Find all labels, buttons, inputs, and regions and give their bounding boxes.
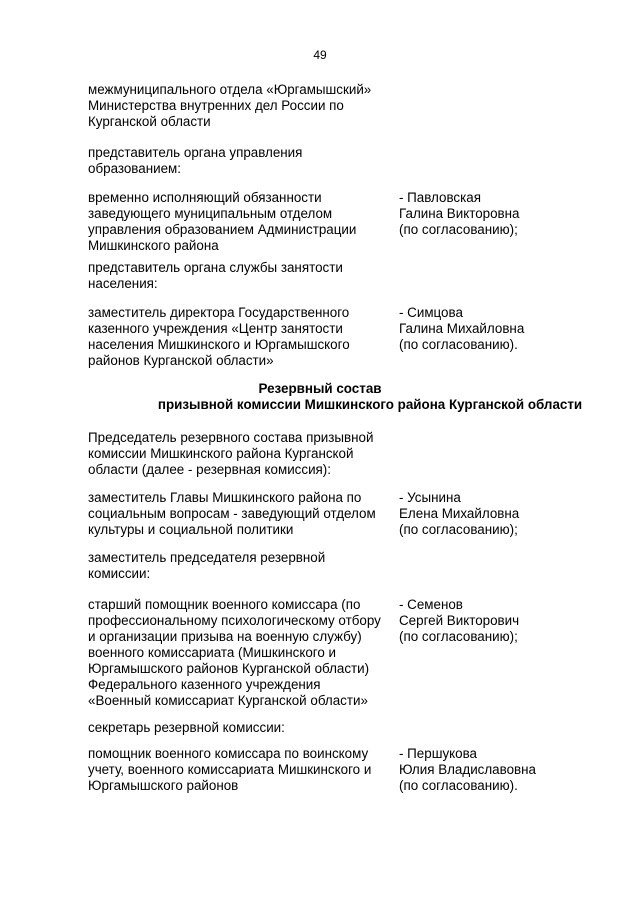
member-name: - Симцова Галина Михайловна (по согласованию). bbox=[399, 305, 525, 352]
member-name: - Першукова Юлия Владиславовна (по согласованию). bbox=[399, 746, 536, 793]
position-text: старший помощник военного комиссара (по профессиональному психологическому отбору и организации призыва на военную службу) военного комиссариата (Мишкинского и Юргамышского районов Курганской области) Федерального казенного учреждения «Военный комиссариат Курганской области» bbox=[88, 597, 381, 708]
position-text: заместитель директора Государственного казенного учреждения «Центр занятости населения Мишкинского и Юргамышского районов Курганской области» bbox=[88, 305, 350, 368]
role-label: секретарь резервной комиссии: bbox=[88, 720, 285, 735]
member-name: - Семенов Сергей Викторович (по согласованию); bbox=[399, 597, 520, 644]
position-text: заместитель Главы Мишкинского района по социальным вопросам - заведующий отделом культуры и социальной политики bbox=[88, 490, 376, 537]
role-label: представитель органа управления образованием: bbox=[88, 145, 303, 176]
page-number: 49 bbox=[313, 48, 327, 62]
position-text: межмуниципального отдела «Юргамышский» Министерства внутренних дел России по Курганской области bbox=[88, 82, 372, 129]
role-label: представитель органа службы занятости населения: bbox=[88, 260, 343, 291]
section-heading-line-1: Резервный состав bbox=[258, 381, 382, 396]
section-heading-line-2: призывной комиссии Мишкинского района Курганской области bbox=[157, 397, 583, 412]
member-name: - Павловская Галина Викторовна (по согласованию); bbox=[399, 190, 520, 237]
role-label: Председатель резервного состава призывной комиссии Мишкинского района Курганской области (далее - резервная комиссия): bbox=[88, 430, 374, 477]
position-text: временно исполняющий обязанности заведующего муниципальным отделом управления образованием Администрации Мишкинского района bbox=[88, 190, 357, 253]
position-text: помощник военного комиссара по воинскому учету, военного комиссариата Мишкинского и Юргамышского районов bbox=[88, 746, 372, 793]
role-label: заместитель председателя резервной комиссии: bbox=[88, 550, 326, 581]
member-name: - Усынина Елена Михайловна (по согласованию); bbox=[399, 490, 520, 537]
